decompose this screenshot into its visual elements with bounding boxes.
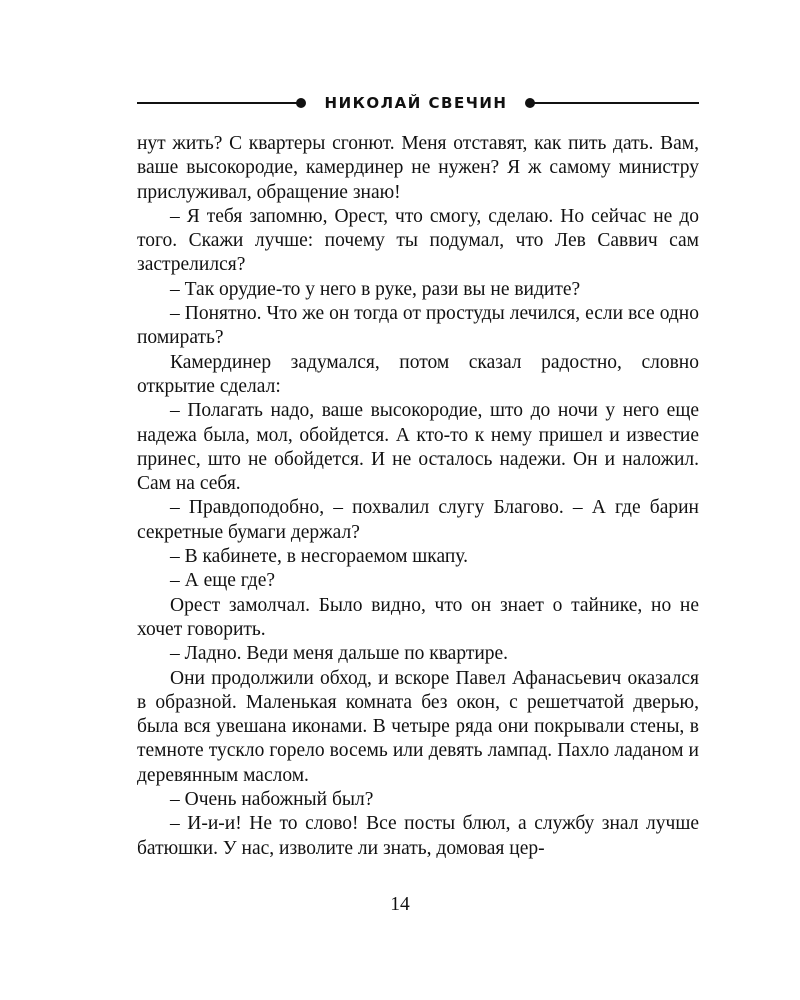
header-rule-left — [137, 102, 300, 104]
paragraph: – Я тебя запомню, Орест, что смогу, сделаю. Но сейчас не до того. Скажи лучше: почему ты подумал, что Лев Саввич сам застрелился? — [137, 205, 699, 276]
paragraph: – А еще где? — [170, 570, 276, 592]
paragraph: – В кабинете, в несгораемом шкапу. — [170, 546, 468, 568]
paragraph: Они продолжили обход, и вскоре Павел Афанасьевич оказался в образной. Маленькая комната без окон, с решетчатой дверью, была вся увешана иконами. В четыре ряда они покрывали стены, в темноте тускло горело восемь или девять лампад. Пахло ладаном и деревянным маслом. — [137, 667, 699, 786]
running-header — [137, 91, 699, 115]
header-dot-left — [296, 98, 306, 108]
paragraph: нут жить? С квартеры сгонют. Меня отставят, как пить дать. Вам, ваше высокородие, камердинер не нужен? Я ж самому министру прислуживал, обращение знаю! — [137, 133, 699, 203]
paragraph: – И-и-и! Не то слово! Все посты блюл, а службу знал лучше батюшки. У нас, изволите ли знать, домовая цер- — [137, 813, 699, 859]
paragraph: – Очень набожный был? — [170, 789, 374, 811]
author-name: НИКОЛАЙ СВЕЧИН — [324, 94, 508, 112]
paragraph: – Полагать надо, ваше высокородие, што до ночи у него еще надежа была, мол, обойдется. А кто-то к нему пришел и известие принес, што не обойдется. И не осталось надежи. Он и наложил. Сам на себя. — [137, 400, 699, 495]
paragraph: – Правдоподобно, – похвалил слугу Благово. – А где барин секретные бумаги держал? — [137, 497, 699, 543]
paragraph: – Так орудие-то у него в руке, рази вы не видите? — [170, 278, 581, 300]
page-number: 14 — [390, 894, 410, 915]
paragraph: Камердинер задумался, потом сказал радостно, словно открытие сделал: — [137, 351, 699, 397]
header-rule-right — [529, 102, 699, 104]
body-text — [137, 132, 699, 861]
paragraph: – Понятно. Что же он тогда от простуды лечился, если все одно помирать? — [137, 303, 699, 349]
paragraph: Орест замолчал. Было видно, что он знает о тайнике, но не хочет говорить. — [137, 594, 699, 640]
paragraph: – Ладно. Веди меня дальше по квартире. — [170, 643, 509, 665]
